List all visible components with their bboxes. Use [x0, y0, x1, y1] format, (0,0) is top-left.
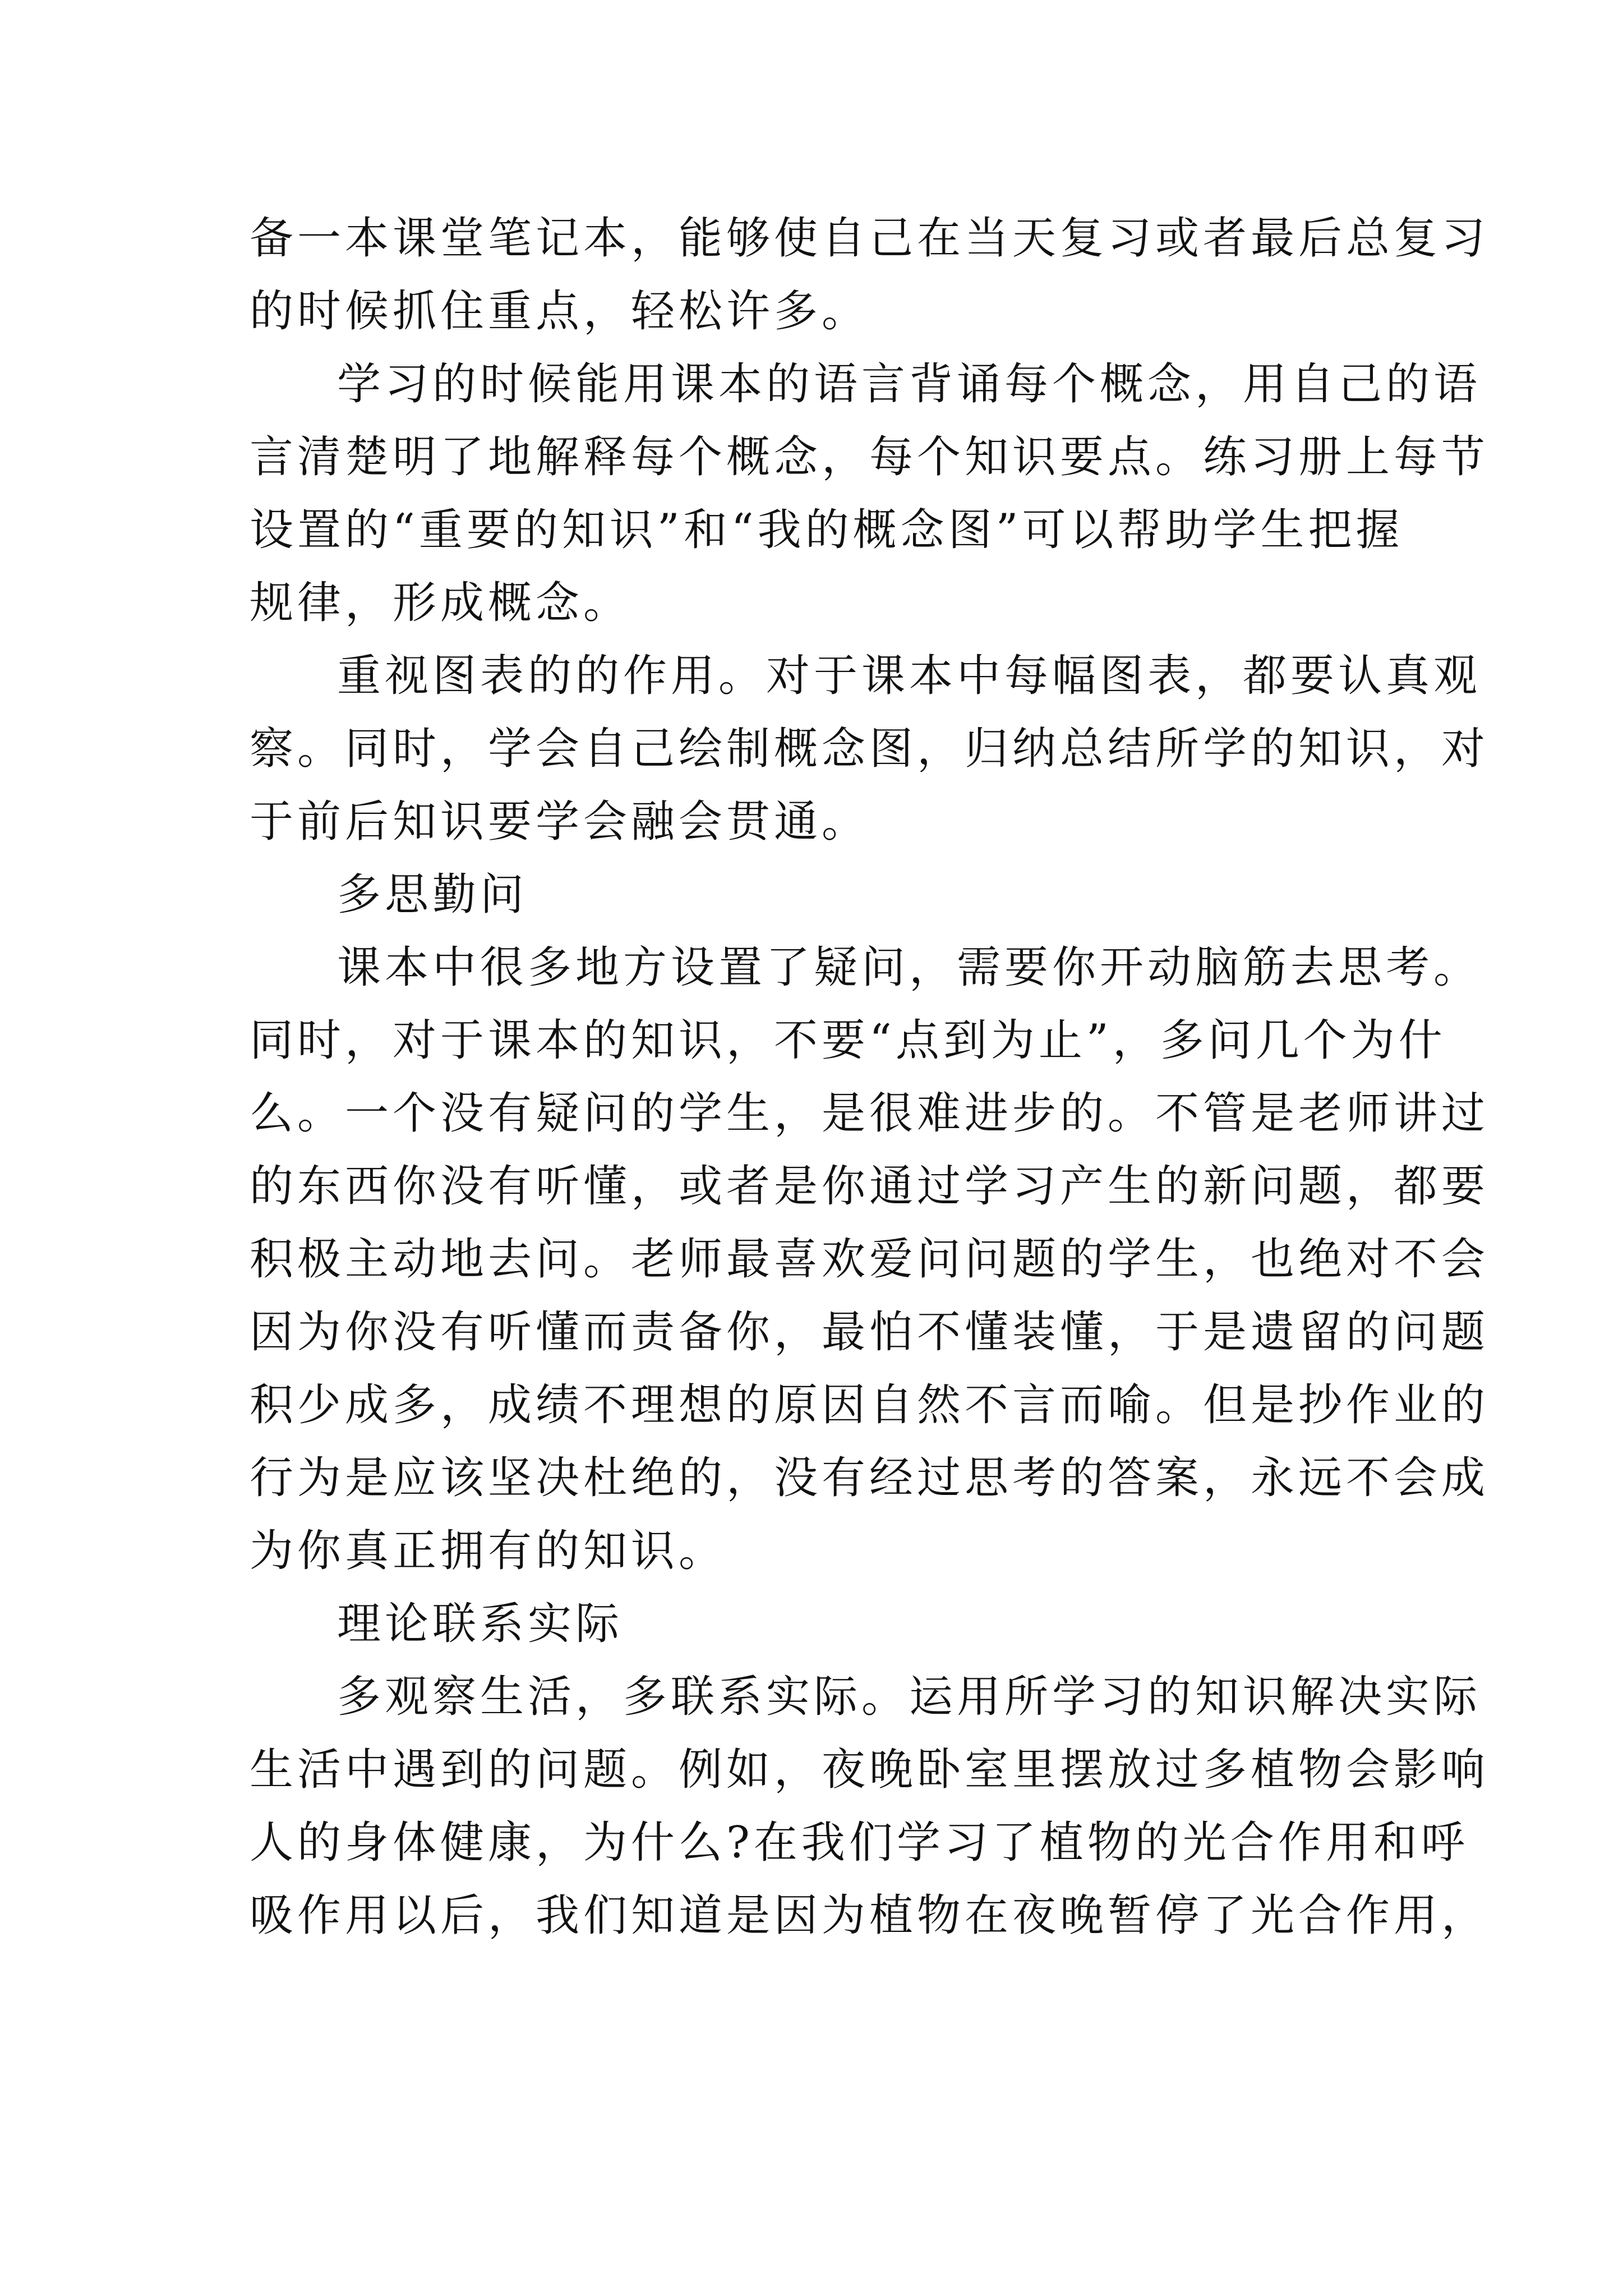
paragraph-start-line: 重视图表的的作用。对于课本中每幅图表，都要认真观 — [337, 651, 1482, 701]
text-line: 的东西你没有听懂，或者是你通过学习产生的新问题，都要 — [250, 1161, 1490, 1212]
text-line: 同时，对于课本的知识，不要“点到为止”，多问几个为什 — [250, 1015, 1446, 1066]
text-line: 积少成多，成绩不理想的原因自然不言而喻。但是抄作业的 — [250, 1380, 1490, 1430]
text-line: 吸作用以后，我们知道是因为植物在夜晚暂停了光合作用， — [250, 1890, 1490, 1941]
section-heading: 理论联系实际 — [337, 1599, 624, 1649]
text-line: 备一本课堂笔记本，能够使自己在当天复习或者最后总复习 — [250, 213, 1490, 264]
text-line: 生活中遇到的问题。例如，夜晚卧室里摆放过多植物会影响 — [250, 1745, 1490, 1795]
text-line: 么。一个没有疑问的学生，是很难进步的。不管是老师讲过 — [250, 1088, 1490, 1139]
document-body — [250, 202, 1490, 1952]
section-heading: 多思勤问 — [337, 869, 528, 920]
paragraph-start-line: 多观察生活，多联系实际。运用所学习的知识解决实际 — [337, 1672, 1482, 1722]
text-line: 积极主动地去问。老师最喜欢爱问问题的学生，也绝对不会 — [250, 1234, 1490, 1285]
text-line: 的时候抓住重点，轻松许多。 — [250, 286, 870, 337]
text-line: 为你真正拥有的知识。 — [250, 1526, 727, 1576]
text-line: 因为你没有听懂而责备你，最怕不懂装懂，于是遗留的问题 — [250, 1307, 1490, 1358]
text-line: 察。同时，学会自己绘制概念图，归纳总结所学的知识，对 — [250, 724, 1490, 774]
text-line: 于前后知识要学会融会贯通。 — [250, 797, 870, 847]
paragraph-start-line: 学习的时候能用课本的语言背诵每个概念，用自己的语 — [337, 359, 1482, 409]
text-line: 规律，形成概念。 — [250, 578, 631, 628]
paragraph-start-line: 课本中很多地方设置了疑问，需要你开动脑筋去思考。 — [337, 942, 1482, 993]
text-line: 设置的“重要的知识”和“我的概念图”可以帮助学生把握 — [250, 505, 1404, 555]
text-line: 行为是应该坚决杜绝的，没有经过思考的答案，永远不会成 — [250, 1453, 1490, 1503]
text-line: 言清楚明了地解释每个概念，每个知识要点。练习册上每节 — [250, 432, 1490, 482]
text-line: 人的身体健康，为什么?在我们学习了植物的光合作用和呼 — [250, 1818, 1469, 1868]
